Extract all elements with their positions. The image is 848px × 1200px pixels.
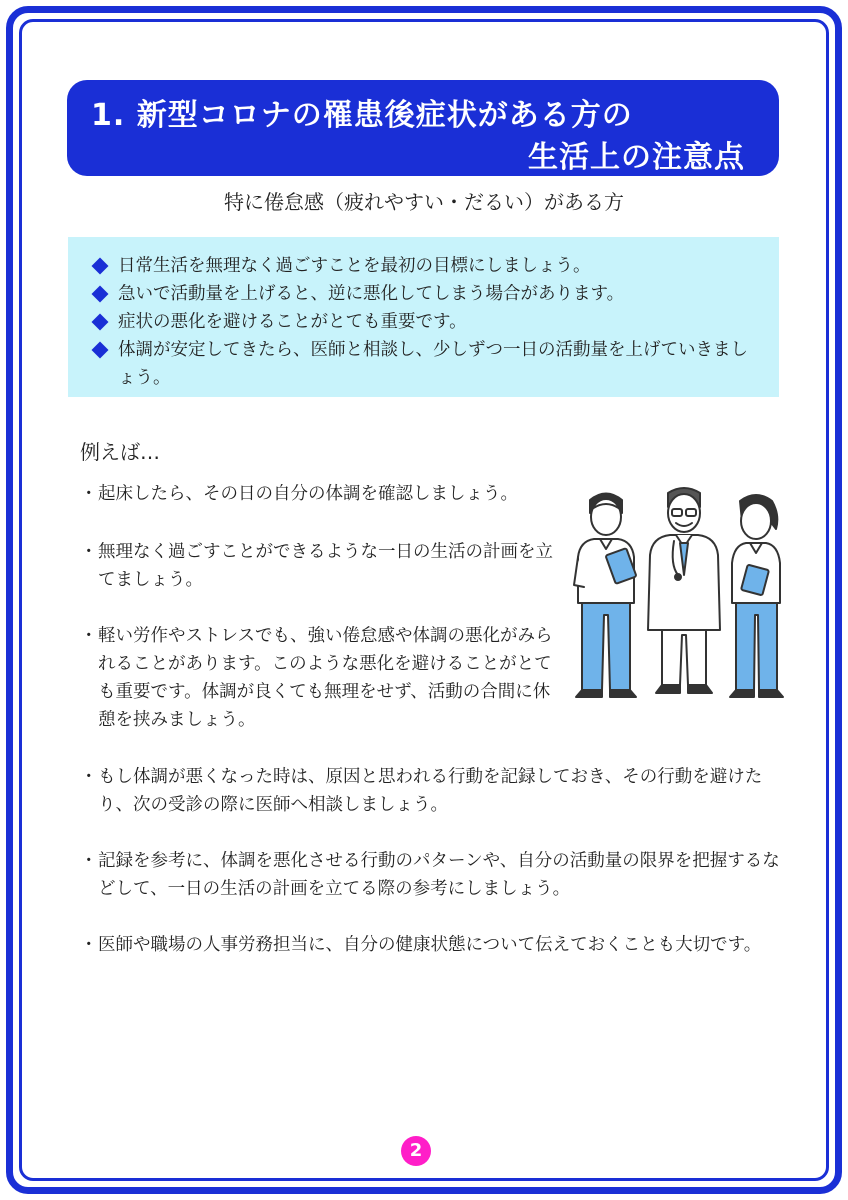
medical-staff-illustration-icon [570,485,795,710]
tip-text: 症状の悪化を避けることがとても重要です。 [118,312,467,332]
bullet-dot: ・ [80,935,98,955]
title-line-1: 1. 新型コロナの罹患後症状がある方の [91,98,633,133]
tip-item [94,336,759,392]
example-item [80,622,566,734]
bullet-dot: ・ [80,767,98,787]
page-number-badge: 2 [401,1136,431,1166]
tip-item [94,308,759,336]
diamond-bullet-icon [92,342,109,359]
example-item [80,847,792,903]
tips-box [68,237,779,397]
diamond-bullet-icon [92,314,109,331]
example-text: 起床したら、その日の自分の体調を確認しましょう。 [98,484,518,504]
tip-text: 体調が安定してきたら、医師と相談し、少しずつ一日の活動量を上げていきましょう。 [118,340,748,388]
example-text: もし体調が悪くなった時は、原因と思われる行動を記録しておき、その行動を避けたり、次の受診の際に医師へ相談しましょう。 [98,767,763,815]
example-text: 医師や職場の人事労務担当に、自分の健康状態について伝えておくことも大切です。 [98,935,762,955]
examples-heading: 例えば… [80,440,160,464]
bullet-dot: ・ [80,484,98,504]
tip-item [94,252,759,280]
bullet-dot: ・ [80,626,98,646]
diamond-bullet-icon [92,258,109,275]
title-banner [67,80,779,176]
bullet-dot: ・ [80,851,98,871]
tip-text: 日常生活を無理なく過ごすことを最初の目標にしましょう。 [118,256,591,276]
subtitle: 特に倦怠感（疲れやすい・だるい）がある方 [224,190,624,214]
diamond-bullet-icon [92,286,109,303]
title-line-2: 生活上の注意点 [528,140,745,175]
example-text: 無理なく過ごすことができるような一日の生活の計画を立てましょう。 [98,542,553,590]
example-text: 軽い労作やストレスでも、強い倦怠感や体調の悪化がみられることがあります。このような悪化を避けることがとても重要です。体調が良くても無理をせず、活動の合間に休憩を挟みましょう。 [98,626,553,730]
example-item [80,538,566,594]
bullet-dot: ・ [80,542,98,562]
tip-text: 急いで活動量を上げると、逆に悪化してしまう場合があります。 [118,284,625,304]
example-item [80,931,792,959]
example-text: 記録を参考に、体調を悪化させる行動のパターンや、自分の活動量の限界を把握するなどして、一日の生活の計画を立てる際の参考にしましょう。 [98,851,780,899]
tip-item [94,280,759,308]
example-item [80,480,580,508]
example-item [80,763,792,819]
